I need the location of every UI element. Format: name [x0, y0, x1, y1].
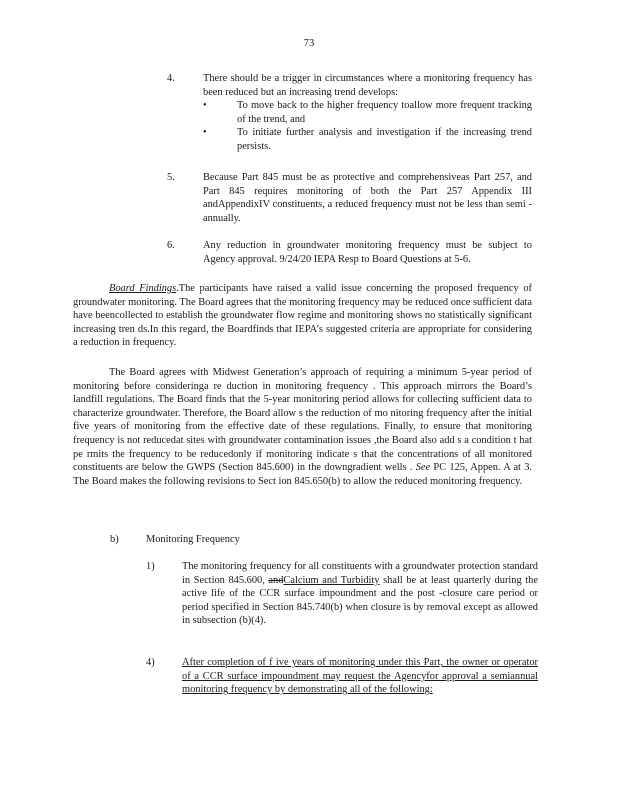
list-item-6 — [167, 239, 532, 266]
subsection-inserted-text: After completion of f ive years of monitoring under this Part, the owner or operator of a CCR surface impoundment may request the Agencyfor approval a semiannual monitoring frequency by demonstrating all of the following: — [182, 657, 538, 696]
deleted-text: and — [268, 574, 284, 586]
bullet-text: To move back to the higher frequency toallow more frequent tracking of the trend, and — [237, 100, 532, 125]
subsection-1 — [146, 560, 538, 628]
section-title: Monitoring Frequency — [146, 534, 240, 545]
inserted-text: Calcium and Turbidity — [283, 574, 380, 586]
subsection-4 — [146, 656, 538, 697]
list-item-4 — [167, 72, 532, 154]
board-findings-label: Board Findings — [109, 283, 177, 294]
board-findings-paragraph — [73, 282, 532, 350]
see-signal: See — [415, 462, 431, 474]
subsection-text-b: shall be at least quarterly during the active life of the CCR surface impoundment and the post -closure care period or period specified in Section 845.740(b) when closure is by removal except as allowed in subsection (b)(4). — [182, 574, 538, 627]
subsection-text-a: The monitoring frequency for all constituents with a groundwater protection standard in Section 845.600, — [182, 561, 538, 586]
bullet-item — [203, 126, 532, 153]
bullet-list — [203, 99, 532, 153]
bullet-icon: • — [203, 100, 207, 112]
list-item-number: 4. — [167, 73, 175, 84]
subsection-number: 4) — [146, 657, 155, 668]
analysis-text-part1: The Board agrees with Midwest Generation’s approach of requiring a minimum 5-year period of monitoring before consideringa re duction in monitoring frequency . This approach mirrors the Board’s landfill regulations. The Board finds that the 5-year monitoring period allows for collecting sufficient data to characterize groundwater. Therefore, the Board allow s the reduction of mo nitoring frequency after the initial five years of monitoring from the effective date of these regulations. Finally, to ensure that monitoring frequency is not reducedat sites with groundwater contamination issues ,the Board also add s a condition t hat pe rmits the frequency to be reducedonly if monitoring indicate s that the concentrations of all monitored constituents are below the GWPS (Section 845.600) in the downgradient wells . — [73, 367, 532, 474]
analysis-text-part2: PC 125, Appen. A at 3. The Board makes the following revisions to Sect ion 845.650(b) to allow the reduced monitoring frequency. — [73, 462, 532, 487]
list-item-text: Because Part 845 must be as protective and comprehensiveas Part 257, and Part 845 requires monitoring of both the Part 257 Appendix III andAppendixIV constituents, a reduced frequency must not be less than semi -annually. — [203, 172, 532, 224]
section-heading — [110, 533, 240, 547]
bullet-text: To initiate further analysis and investigation if the increasing trend persists. — [237, 127, 532, 152]
bullet-icon: • — [203, 127, 207, 139]
section-letter: b) — [110, 534, 119, 545]
analysis-paragraph — [73, 366, 532, 488]
page-number: 73 — [303, 38, 315, 49]
list-item-number: 5. — [167, 172, 175, 183]
board-findings-text: .The participants have raised a valid issue concerning the proposed frequency of groundwater monitoring. The Board agrees that the monitoring frequency may be reduced once sufficient data have beencollected to establish the groundwater flow regime and monitoring shows no statistically significant increasing tren ds.In this regard, the Boardfinds that IEPA’s suggested criteria are appropriate for considering a reduction in frequency. — [73, 283, 533, 349]
list-item-text: There should be a trigger in circumstances where a monitoring frequency has been reduced but an increasing trend develops: — [203, 73, 532, 98]
subsection-number: 1) — [146, 561, 155, 572]
list-item-5 — [167, 171, 532, 225]
list-item-number: 6. — [167, 240, 175, 251]
bullet-item — [203, 99, 532, 126]
list-item-text: Any reduction in groundwater monitoring frequency must be subject to Agency approval. 9/24/20 IEPA Resp to Board Questions at 5-6. — [203, 240, 532, 265]
